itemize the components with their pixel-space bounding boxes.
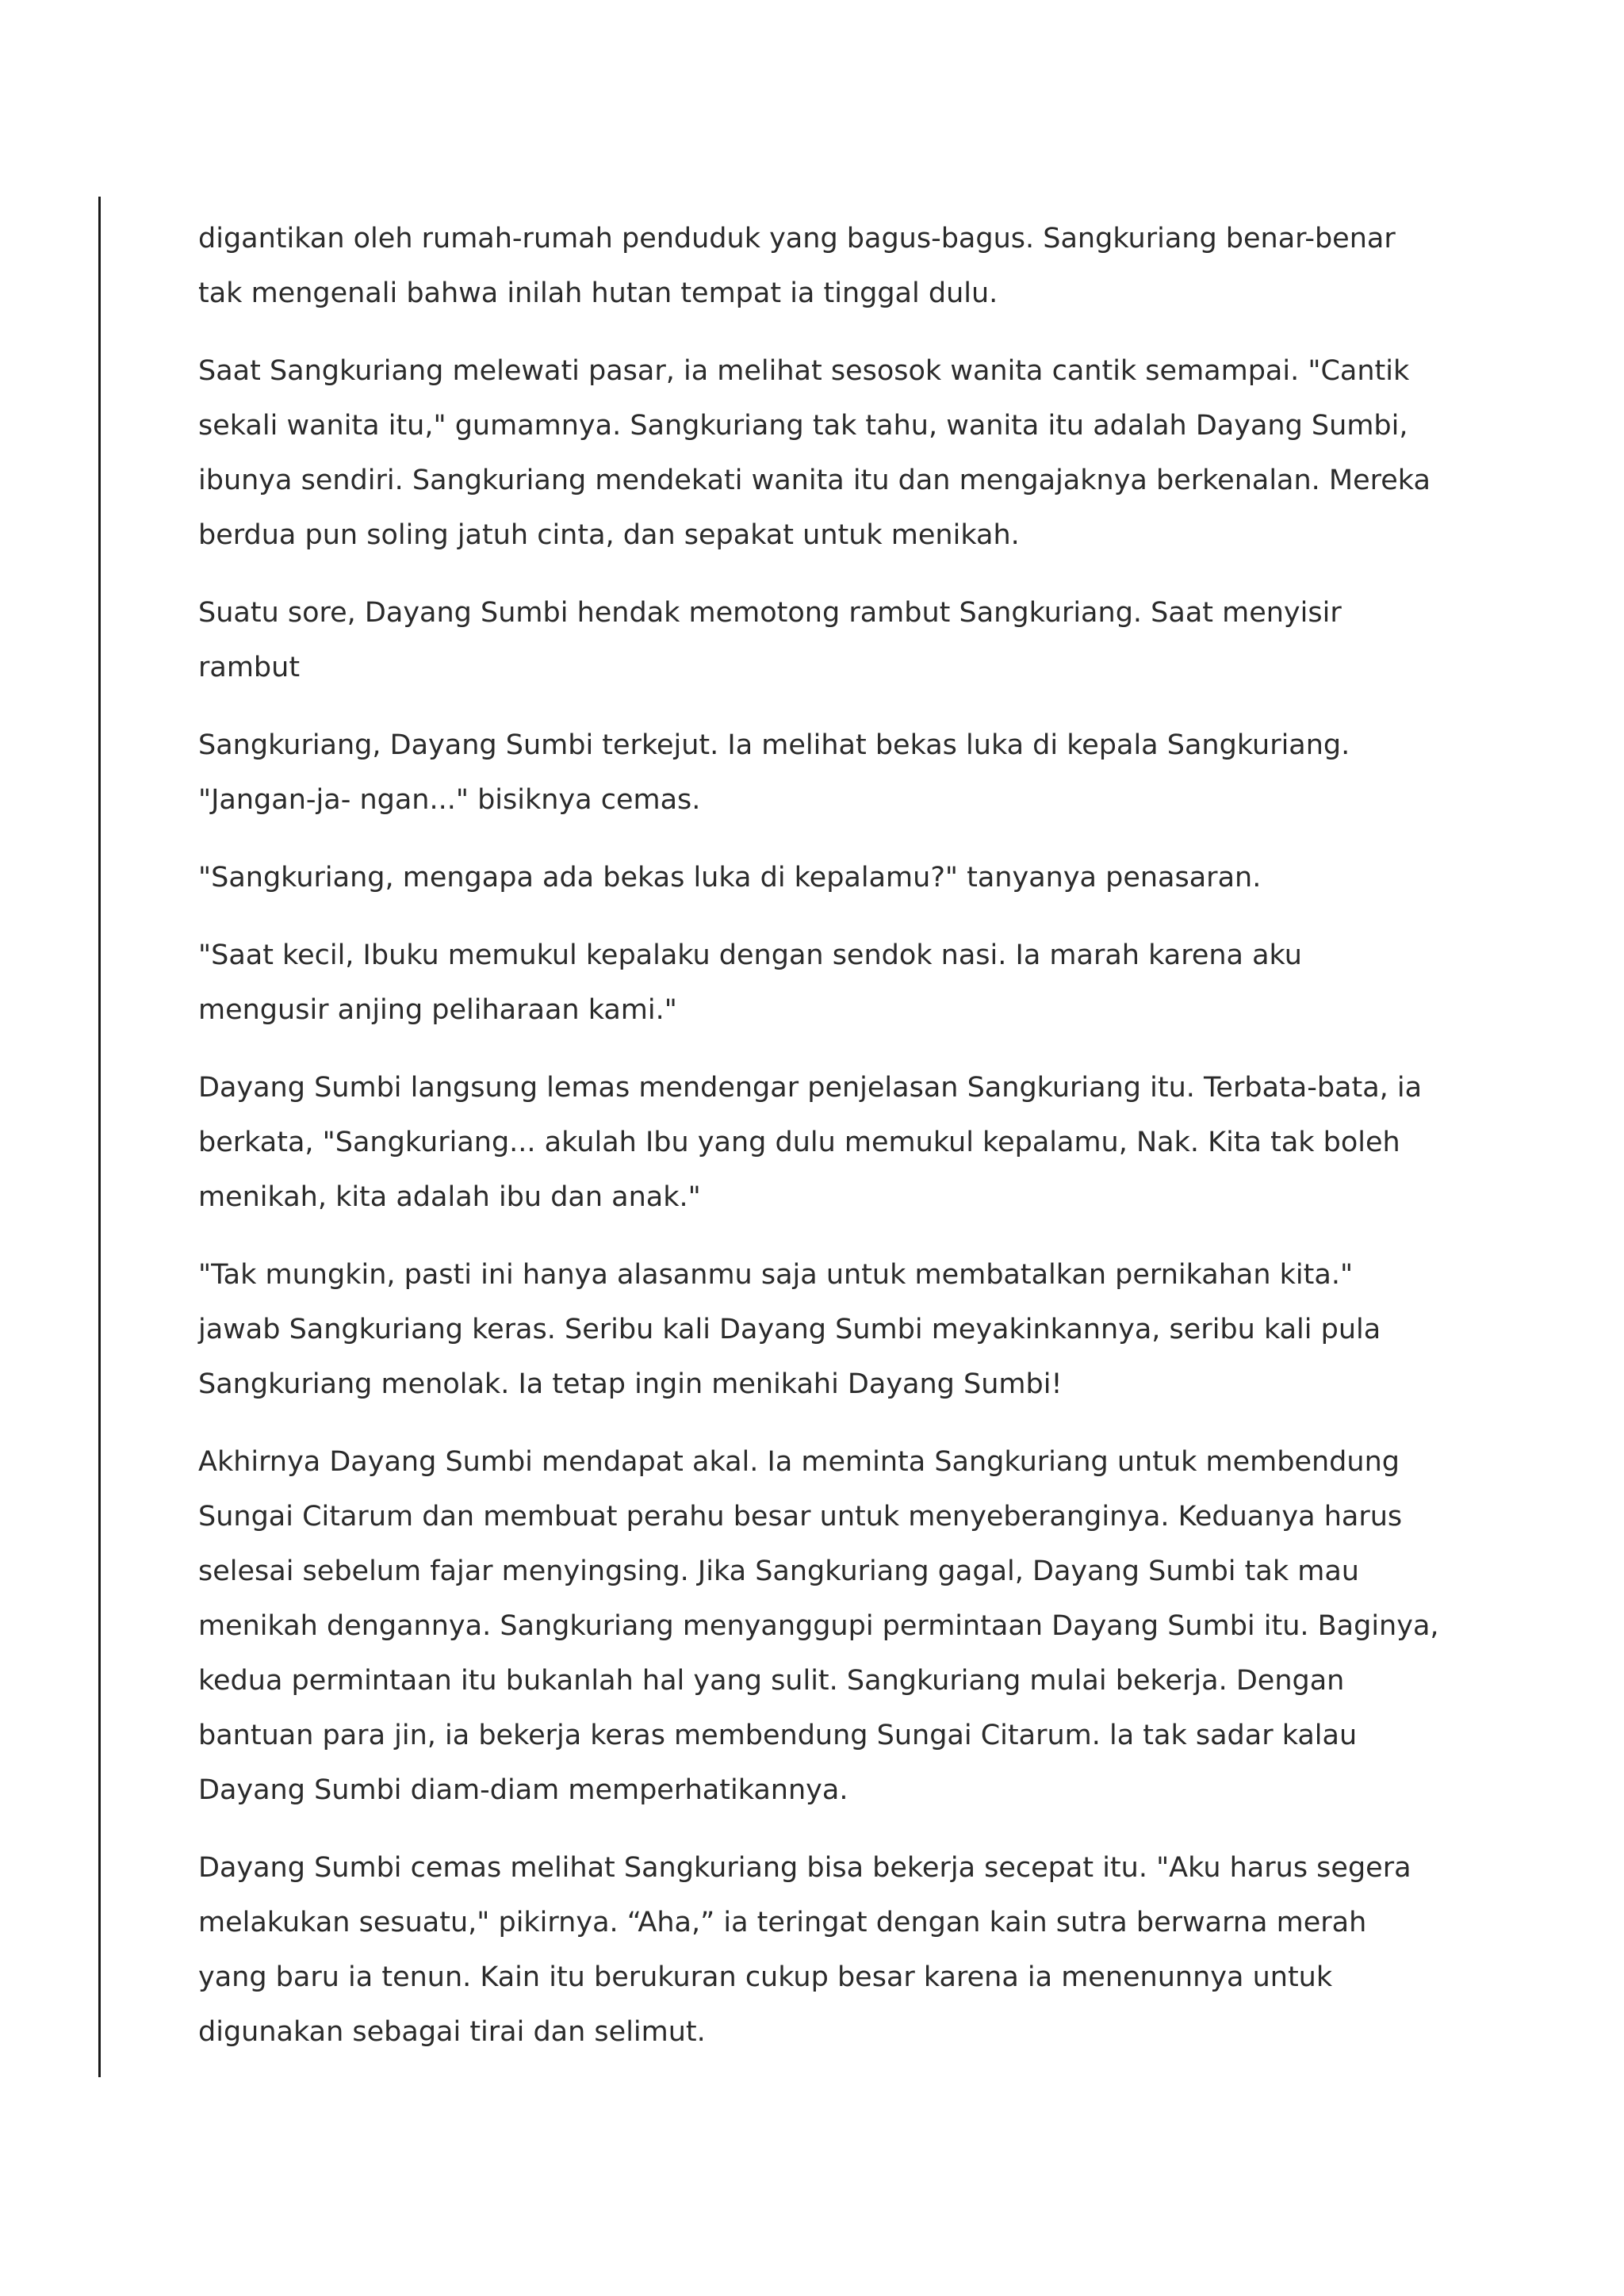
text-line: Sangkuriang, Dayang Sumbi terkejut. Ia melihat bekas luka di kepala Sangkuriang. bbox=[198, 729, 1350, 761]
text-line: Dayang Sumbi cemas melihat Sangkuriang bisa bekerja secepat itu. "Aku harus segera bbox=[198, 1852, 1411, 1884]
text-line: "Jangan-ja- ngan..." bisiknya cemas. bbox=[198, 784, 701, 816]
text-line: Dayang Sumbi diam-diam memperhatikannya. bbox=[198, 1774, 848, 1806]
paragraph-10 bbox=[198, 1841, 1451, 2060]
paragraph-8 bbox=[198, 1248, 1451, 1412]
text-line: Saat Sangkuriang melewati pasar, ia melihat sesosok wanita cantik semampai. "Cantik bbox=[198, 355, 1410, 387]
paragraph-7 bbox=[198, 1061, 1451, 1225]
text-line: kedua permintaan itu bukanlah hal yang sulit. Sangkuriang mulai bekerja. Dengan bbox=[198, 1665, 1345, 1697]
text-line: digantikan oleh rumah-rumah penduduk yang bagus-bagus. Sangkuriang benar-benar bbox=[198, 223, 1396, 254]
text-line: digunakan sebagai tirai dan selimut. bbox=[198, 2016, 706, 2048]
text-line: melakukan sesuatu," pikirnya. “Aha,” ia teringat dengan kain sutra berwarna merah bbox=[198, 1907, 1367, 1938]
text-line: jawab Sangkuriang keras. Seribu kali Dayang Sumbi meyakinkannya, seribu kali pula bbox=[198, 1314, 1381, 1345]
text-line: menikah dengannya. Sangkuriang menyanggupi permintaan Dayang Sumbi itu. Baginya, bbox=[198, 1610, 1439, 1642]
paragraph-3 bbox=[198, 586, 1451, 695]
text-line: "Tak mungkin, pasti ini hanya alasanmu saja untuk membatalkan pernikahan kita." bbox=[198, 1259, 1354, 1291]
text-line: yang baru ia tenun. Kain itu berukuran cukup besar karena ia menenunnya untuk bbox=[198, 1961, 1333, 1993]
paragraph-2 bbox=[198, 344, 1451, 563]
text-line: Sangkuriang menolak. Ia tetap ingin menikahi Dayang Sumbi! bbox=[198, 1368, 1063, 1400]
paragraph-6 bbox=[198, 928, 1451, 1038]
text-line: menikah, kita adalah ibu dan anak." bbox=[198, 1181, 701, 1213]
text-line: sekali wanita itu," gumamnya. Sangkuriang tak tahu, wanita itu adalah Dayang Sumbi, bbox=[198, 410, 1408, 442]
text-line: "Sangkuriang, mengapa ada bekas luka di kepalamu?" tanyanya penasaran. bbox=[198, 862, 1262, 894]
text-line: Suatu sore, Dayang Sumbi hendak memotong rambut Sangkuriang. Saat menyisir bbox=[198, 597, 1342, 629]
text-line: berkata, "Sangkuriang... akulah Ibu yang dulu memukul kepalamu, Nak. Kita tak boleh bbox=[198, 1127, 1400, 1158]
text-line: Sungai Citarum dan membuat perahu besar untuk menyeberanginya. Keduanya harus bbox=[198, 1501, 1403, 1533]
paragraph-9 bbox=[198, 1435, 1451, 1818]
text-line: Akhirnya Dayang Sumbi mendapat akal. Ia meminta Sangkuriang untuk membendung bbox=[198, 1446, 1400, 1478]
paragraph-5 bbox=[198, 851, 1451, 905]
text-line: mengusir anjing peliharaan kami." bbox=[198, 994, 677, 1026]
text-line: Dayang Sumbi langsung lemas mendengar penjelasan Sangkuriang itu. Terbata-bata, ia bbox=[198, 1072, 1423, 1104]
text-line: tak mengenali bahwa inilah hutan tempat ia tinggal dulu. bbox=[198, 277, 998, 309]
text-line: bantuan para jin, ia bekerja keras membendung Sungai Citarum. la tak sadar kalau bbox=[198, 1720, 1358, 1751]
left-margin-rule bbox=[98, 197, 101, 2077]
text-line: ibunya sendiri. Sangkuriang mendekati wanita itu dan mengajaknya berkenalan. Mereka bbox=[198, 465, 1431, 496]
paragraph-4 bbox=[198, 718, 1451, 828]
text-line: selesai sebelum fajar menyingsing. Jika Sangkuriang gagal, Dayang Sumbi tak mau bbox=[198, 1556, 1359, 1587]
document-body bbox=[198, 212, 1451, 2083]
text-line: berdua pun soling jatuh cinta, dan sepakat untuk menikah. bbox=[198, 519, 1020, 551]
text-line: rambut bbox=[198, 652, 301, 683]
paragraph-1 bbox=[198, 212, 1451, 321]
text-line: "Saat kecil, Ibuku memukul kepalaku dengan sendok nasi. Ia marah karena aku bbox=[198, 939, 1302, 971]
